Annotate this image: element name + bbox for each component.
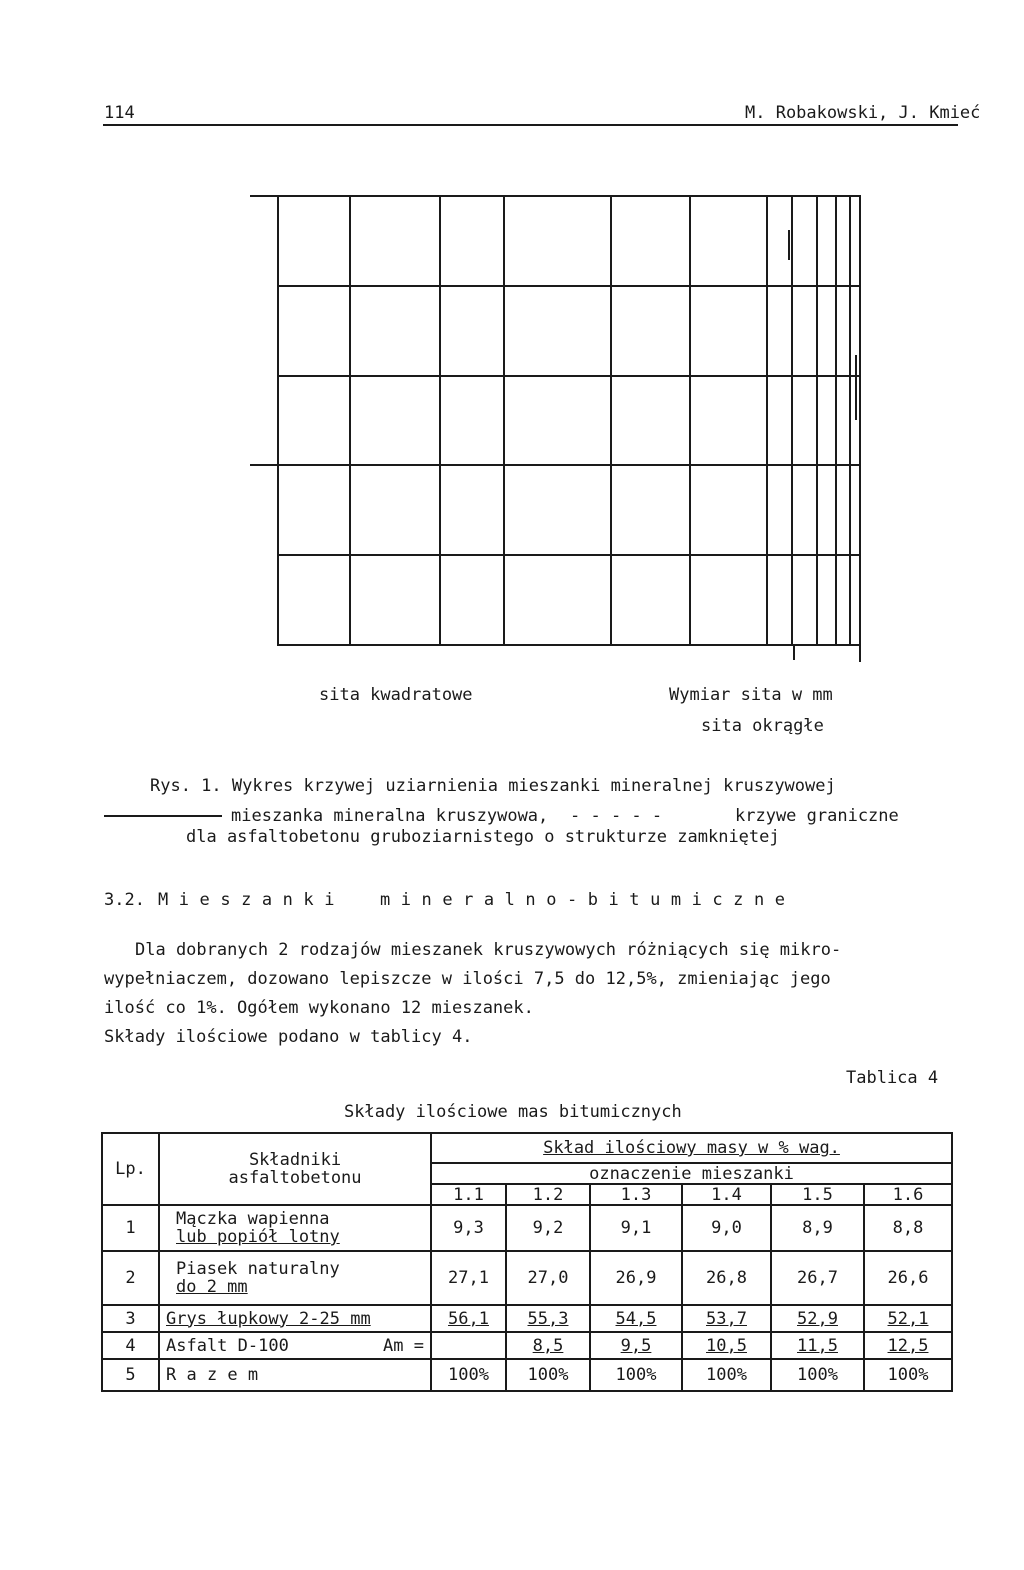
running-header-authors: M. Robakowski, J. Kmieć — [745, 103, 981, 123]
header-components-line2: asfaltobetonu — [228, 1168, 362, 1188]
value-cell: 26,6 — [864, 1251, 952, 1305]
paragraph-line2: wypełniaczem, dozowano lepiszcze w ilości 7,5 do 12,5%, zmieniając jego — [104, 969, 831, 989]
row-lp: 2 — [102, 1251, 159, 1305]
paragraph-line1: Dla dobranych 2 rodzajów mieszanek kruszywowych różniących się mikro- — [135, 940, 842, 960]
row-component-line2: lub popiół lotny — [176, 1227, 340, 1247]
value-cell: 8,8 — [864, 1205, 952, 1251]
mix-code-cell: 1.4 — [682, 1184, 771, 1205]
value-cell: 8,9 — [771, 1205, 864, 1251]
paragraph-line4: Składy ilościowe podano w tablicy 4. — [104, 1027, 473, 1047]
header-designation: oznaczenie mieszanki — [431, 1163, 952, 1184]
value-cell: 9,2 — [506, 1205, 590, 1251]
value-cell: 26,7 — [771, 1251, 864, 1305]
row-component — [159, 1332, 431, 1359]
caption-legend-solid-text: mieszanka mineralna kruszywowa, — [231, 806, 549, 826]
header-components — [159, 1133, 431, 1205]
value-cell: 55,3 — [506, 1305, 590, 1332]
dashed-line-legend-icon: - - - - - — [570, 806, 663, 826]
row-component-line1: Piasek naturalny — [176, 1259, 340, 1279]
table-row — [102, 1359, 952, 1391]
axis-label-square-sieves: sita kwadratowe — [319, 685, 473, 705]
mix-code-cell: 1.6 — [864, 1184, 952, 1205]
row-lp: 4 — [102, 1332, 159, 1359]
row-component-name: Asfalt D-100 — [166, 1335, 289, 1356]
composition-table — [101, 1132, 953, 1392]
value-cell: 100% — [864, 1359, 952, 1391]
row-lp: 3 — [102, 1305, 159, 1332]
value-cell: 53,7 — [682, 1305, 771, 1332]
value-cell: 26,8 — [682, 1251, 771, 1305]
value-cell: 12,5 — [864, 1332, 952, 1359]
section-number: 3.2. — [104, 890, 145, 910]
table-row — [102, 1251, 952, 1305]
value-cell: 56,1 — [431, 1305, 506, 1332]
row-component-extra: Am = — [383, 1335, 424, 1356]
header-composition: Skład ilościowy masy w % wag. — [431, 1133, 952, 1163]
mix-code-cell: 1.3 — [590, 1184, 682, 1205]
solid-line-legend-icon — [104, 806, 224, 820]
value-cell: 11,5 — [771, 1332, 864, 1359]
section-title-part2: mineralno-bitumiczne — [380, 890, 796, 910]
paragraph-line3: ilość co 1%. Ogółem wykonano 12 mieszanek. — [104, 998, 534, 1018]
value-cell: 26,9 — [590, 1251, 682, 1305]
value-cell: 27,1 — [431, 1251, 506, 1305]
value-cell: 100% — [506, 1359, 590, 1391]
figure-caption-line1: Rys. 1. Wykres krzywej uziarnienia mieszanki mineralnej kruszywowej — [150, 776, 836, 796]
axis-label-sieve-size: Wymiar sita w mm — [669, 685, 833, 705]
value-cell: 100% — [590, 1359, 682, 1391]
header-lp: Lp. — [102, 1133, 159, 1205]
value-cell: 52,1 — [864, 1305, 952, 1332]
row-component: Grys łupkowy 2-25 mm — [159, 1305, 431, 1332]
caption-legend-dashed-text: krzywe graniczne — [735, 806, 899, 826]
mix-code-cell: 1.5 — [771, 1184, 864, 1205]
row-component-line1: Mączka wapienna — [176, 1209, 330, 1229]
table-row — [102, 1205, 952, 1251]
chart-frame — [278, 196, 860, 645]
value-cell: 10,5 — [682, 1332, 771, 1359]
row-lp: 5 — [102, 1359, 159, 1391]
table-row — [102, 1305, 952, 1332]
value-cell: 9,0 — [682, 1205, 771, 1251]
value-cell: 8,5 — [506, 1332, 590, 1359]
figure-caption-line3: dla asfaltobetonu gruboziarnistego o strukturze zamkniętej — [186, 827, 780, 847]
table-header-row — [102, 1133, 952, 1163]
value-cell: 27,0 — [506, 1251, 590, 1305]
row-lp: 1 — [102, 1205, 159, 1251]
value-cell: 100% — [771, 1359, 864, 1391]
row-component — [159, 1251, 431, 1305]
row-component: R a z e m — [159, 1359, 431, 1391]
section-title-part1: Mieszanki — [158, 890, 345, 910]
table-row — [102, 1332, 952, 1359]
mix-code-cell: 1.2 — [506, 1184, 590, 1205]
value-cell: 52,9 — [771, 1305, 864, 1332]
value-cell: 9,1 — [590, 1205, 682, 1251]
value-cell: 9,5 — [590, 1332, 682, 1359]
row-component — [159, 1205, 431, 1251]
value-cell — [431, 1332, 506, 1359]
mix-code-cell: 1.1 — [431, 1184, 506, 1205]
value-cell: 9,3 — [431, 1205, 506, 1251]
value-cell: 100% — [431, 1359, 506, 1391]
table-label: Tablica 4 — [846, 1068, 939, 1088]
row-component-line2: do 2 mm — [176, 1277, 248, 1297]
header-components-line1: Składniki — [248, 1150, 342, 1170]
axis-label-round-sieves: sita okrągłe — [701, 716, 824, 736]
value-cell: 100% — [682, 1359, 771, 1391]
page-number: 114 — [104, 103, 135, 123]
value-cell: 54,5 — [590, 1305, 682, 1332]
table-title: Składy ilościowe mas bitumicznych — [344, 1102, 682, 1122]
